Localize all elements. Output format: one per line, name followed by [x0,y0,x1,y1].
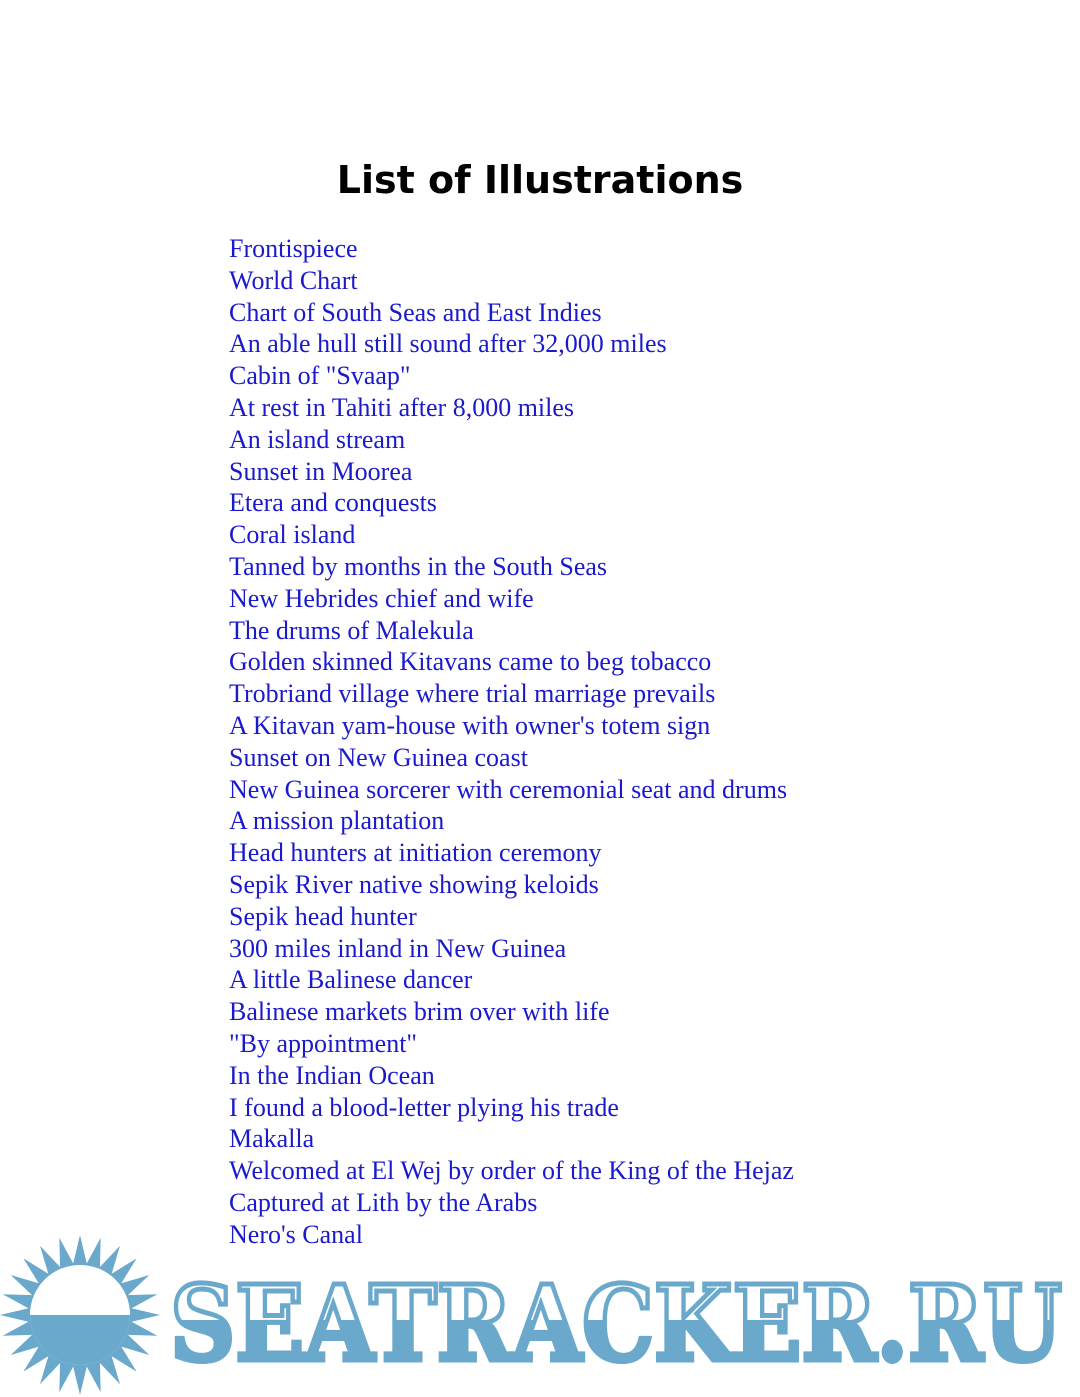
illustration-link[interactable]: An able hull still sound after 32,000 miles [229,329,667,359]
illustration-link[interactable]: Golden skinned Kitavans came to beg tobacco [229,647,712,677]
illustration-link[interactable]: Balinese markets brim over with life [229,997,610,1027]
illustration-link[interactable]: World Chart [229,265,358,295]
illustration-link[interactable]: Sepik River native showing keloids [229,869,599,899]
illustration-link[interactable]: A mission plantation [229,806,445,836]
illustration-link[interactable]: New Guinea sorcerer with ceremonial seat and drums [229,774,788,804]
illustration-link[interactable]: A Kitavan yam-house with owner's totem sign [229,710,711,740]
illustration-link[interactable]: The drums of Malekula [229,615,474,645]
illustration-link[interactable]: Sepik head hunter [229,901,417,931]
illustration-link[interactable]: Coral island [229,520,356,550]
illustration-link[interactable]: A little Balinese dancer [229,965,473,995]
illustration-link[interactable]: Makalla [229,1124,315,1154]
illustration-link[interactable]: New Hebrides chief and wife [229,583,534,613]
illustration-link[interactable]: Cabin of "Svaap" [229,361,411,391]
illustration-link[interactable]: Captured at Lith by the Arabs [229,1187,538,1217]
illustration-link[interactable]: "By appointment" [229,1028,418,1058]
watermark-text: SEATRACKER.RU [170,1262,1062,1385]
illustration-link[interactable]: Sunset in Moorea [229,456,413,486]
illustration-link[interactable]: At rest in Tahiti after 8,000 miles [229,392,575,422]
page-title: List of Illustrations [336,158,744,202]
illustration-link[interactable]: In the Indian Ocean [229,1060,435,1090]
illustration-list [229,233,794,1251]
illustration-link[interactable]: Chart of South Seas and East Indies [229,297,602,327]
illustration-link[interactable]: Tanned by months in the South Seas [229,551,608,581]
illustration-link[interactable]: Frontispiece [229,234,358,263]
sun-over-sea-icon [0,1236,160,1395]
illustration-link[interactable]: Sunset on New Guinea coast [229,742,528,772]
illustration-link[interactable]: Trobriand village where trial marriage prevails [229,679,716,709]
illustration-link[interactable]: Nero's Canal [229,1219,363,1249]
illustration-link[interactable]: Head hunters at initiation ceremony [229,838,602,868]
illustration-link[interactable]: An island stream [229,424,406,454]
illustration-link[interactable]: Etera and conquests [229,488,437,518]
illustration-link[interactable]: I found a blood-letter plying his trade [229,1092,619,1122]
illustration-link[interactable]: 300 miles inland in New Guinea [229,933,567,963]
watermark [0,1236,1080,1397]
illustration-link[interactable]: Welcomed at El Wej by order of the King of the Hejaz [229,1156,794,1186]
